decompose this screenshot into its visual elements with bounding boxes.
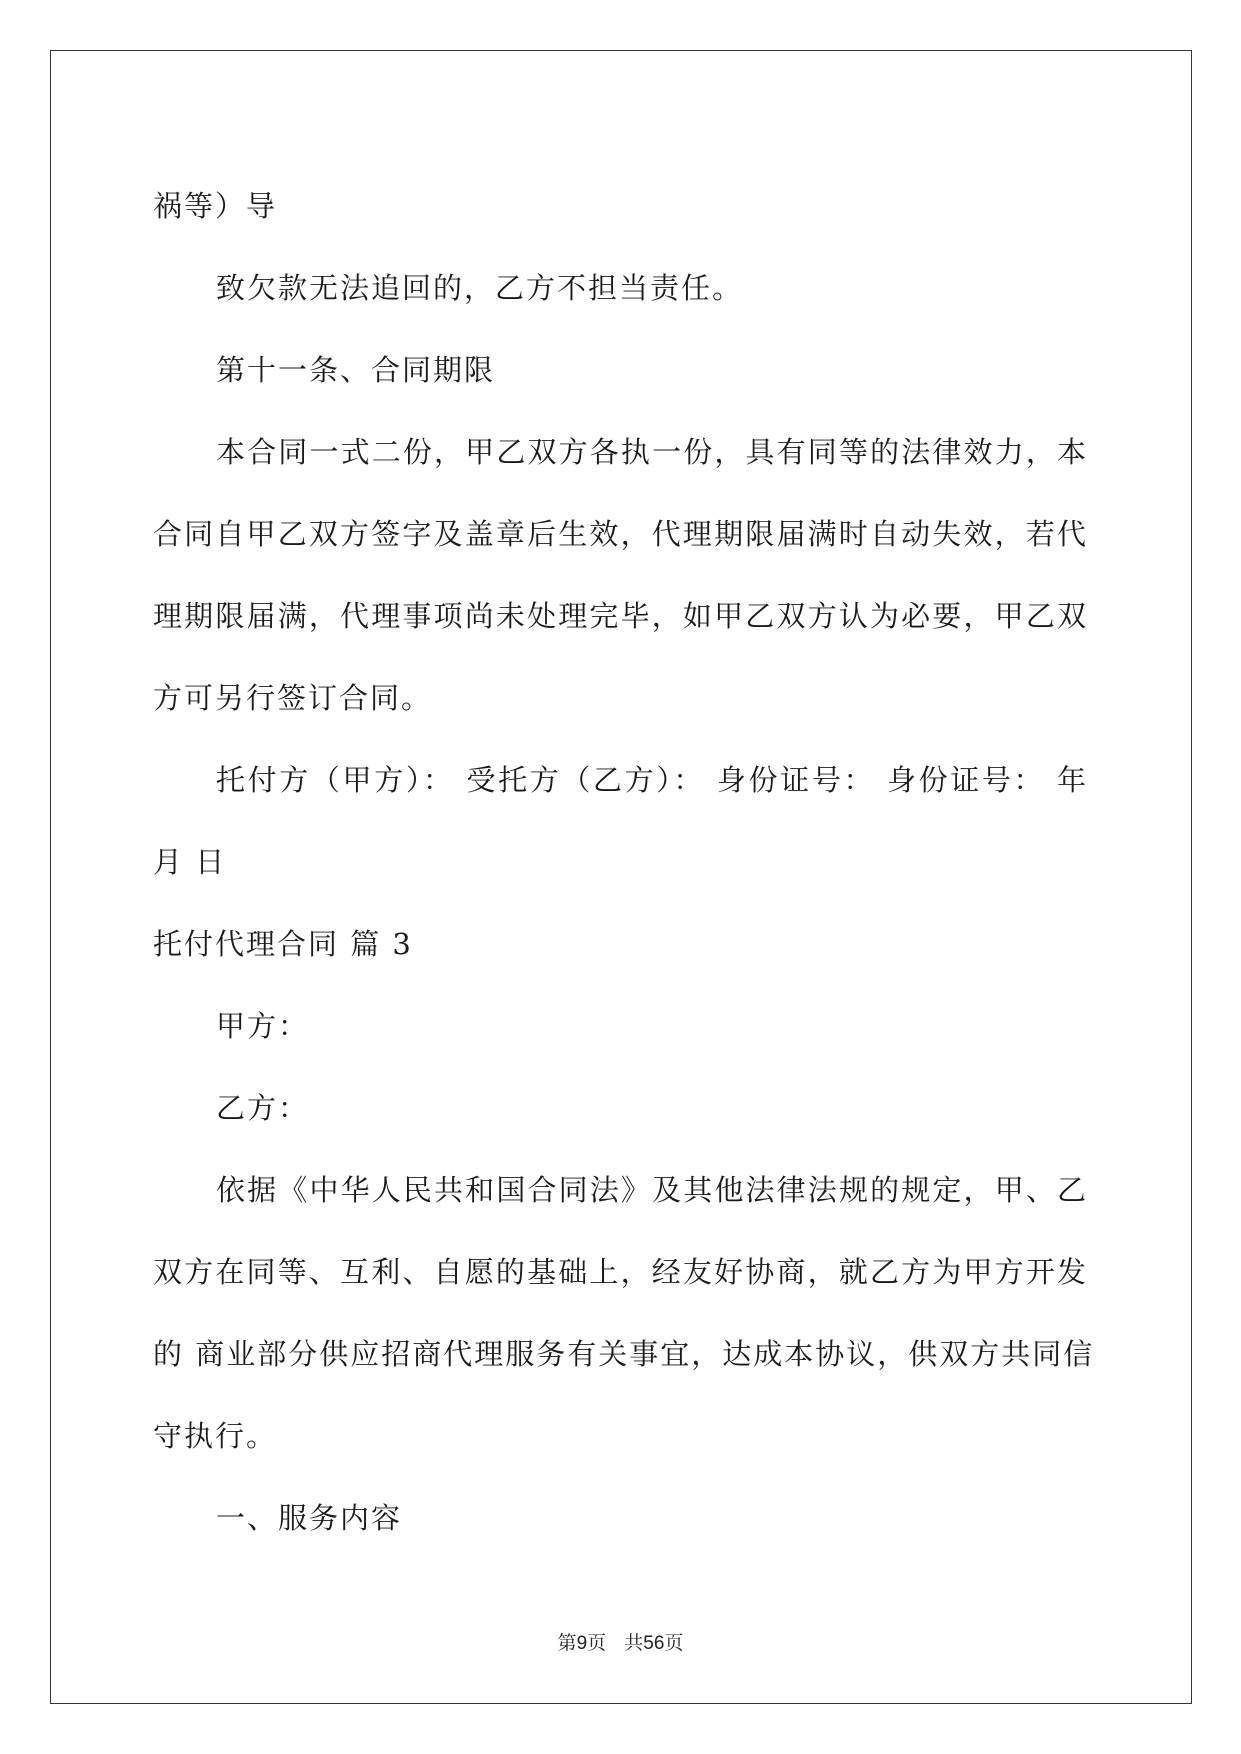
text-line: 祸等）导: [153, 189, 278, 223]
total-prefix: 共: [624, 1632, 644, 1654]
text-line: 合同自甲乙双方签字及盖章后生效，代理期限届满时自动失效，若代: [153, 517, 1088, 551]
signature-line: 托付方（甲方）： 受托方（乙方）： 身份证号： 身份证号： 年: [216, 763, 1088, 797]
party-a-line: 甲方：: [216, 1009, 310, 1043]
date-line: 月 日: [153, 845, 227, 879]
document-body: [153, 165, 1095, 1559]
total-suffix: 页: [664, 1632, 684, 1654]
party-b-line: 乙方：: [216, 1091, 310, 1125]
document-title: 托付代理合同 篇 3: [153, 927, 413, 961]
text-line: 方可另行签订合同。: [153, 681, 433, 715]
text-line: 理期限届满，代理事项尚未处理完毕，如甲乙双方认为必要，甲乙双: [153, 599, 1088, 633]
total-pages-number: 56: [643, 1633, 665, 1654]
text-line: 双方在同等、互利、自愿的基础上，经友好协商，就乙方为甲方开发: [153, 1255, 1088, 1289]
text-line: 的 商业部分供应招商代理服务有关事宜，达成本协议，供双方共同信: [153, 1337, 1095, 1371]
text-line: 守执行。: [153, 1419, 278, 1453]
section-heading: 一、服务内容: [216, 1501, 403, 1535]
section-heading: 第十一条、合同期限: [216, 353, 496, 387]
current-page-number: 9: [576, 1633, 588, 1654]
page-number-footer: [0, 1628, 1241, 1655]
text-line: 致欠款无法追回的，乙方不担当责任。: [216, 271, 744, 305]
page-suffix: 页: [587, 1632, 607, 1654]
page-prefix: 第: [557, 1632, 577, 1654]
text-line: 本合同一式二份，甲乙双方各执一份，具有同等的法律效力，本: [216, 435, 1088, 469]
text-line: 依据《中华人民共和国合同法》及其他法律法规的规定，甲、乙: [216, 1173, 1088, 1207]
